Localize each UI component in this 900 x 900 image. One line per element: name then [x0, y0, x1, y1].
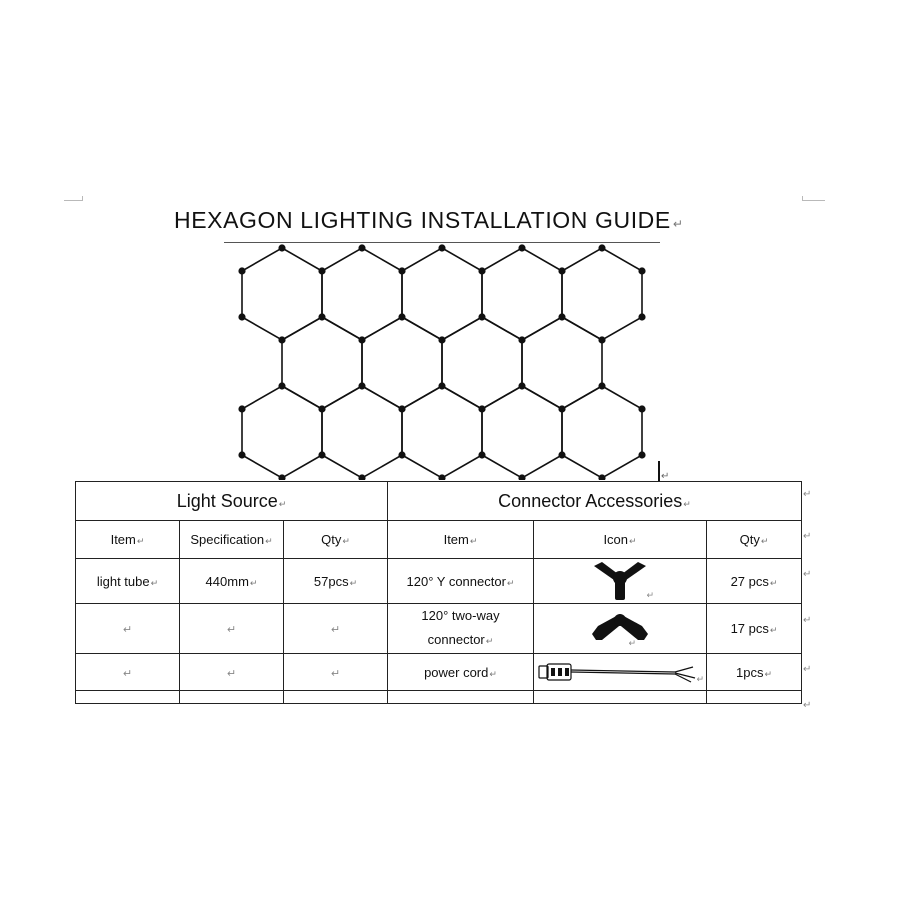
connector-node	[318, 405, 325, 412]
light-qty: 57pcs	[313, 573, 349, 589]
paragraph-mark: ↵	[696, 674, 704, 684]
paragraph-mark: ↵	[769, 625, 778, 635]
table-row	[76, 604, 802, 654]
connector-node	[318, 267, 325, 274]
row-end-mark: ↵	[803, 664, 812, 675]
table-cell[interactable]	[180, 604, 284, 654]
connector-node	[478, 313, 485, 320]
connector-node	[398, 451, 405, 458]
paragraph-mark: ↵	[122, 667, 133, 680]
column-header-item: Item	[443, 532, 469, 547]
connector-node	[238, 313, 245, 320]
connector-node	[438, 336, 445, 343]
table-cell[interactable]	[388, 604, 534, 654]
table-cell[interactable]	[76, 654, 180, 691]
connector-item: 120° two-way connector	[421, 608, 500, 647]
connector-node	[638, 313, 645, 320]
power-cord-icon	[535, 659, 705, 685]
column-header-item: Item	[110, 532, 136, 547]
connector-node	[318, 451, 325, 458]
connector-node	[478, 451, 485, 458]
hexagon-cell	[562, 248, 642, 340]
hexagon-cell	[482, 248, 562, 340]
paragraph-mark: ↵	[150, 577, 159, 588]
paragraph-mark: ↵	[646, 590, 654, 600]
connector-node	[638, 405, 645, 412]
table-cell[interactable]	[534, 559, 707, 604]
table-cell[interactable]	[388, 559, 534, 604]
table-cell[interactable]	[180, 559, 284, 604]
connector-node	[558, 267, 565, 274]
row-end-mark: ↵	[803, 615, 812, 626]
connector-item: power cord	[424, 664, 489, 680]
connector-node	[518, 244, 525, 251]
paragraph-mark: ↵	[760, 536, 769, 546]
connector-node	[398, 267, 405, 274]
row-end-mark: ↵	[803, 489, 812, 500]
table-row	[76, 654, 802, 691]
paragraph-mark: ↵	[122, 624, 133, 636]
hexagon-cell	[242, 386, 322, 478]
paragraph-mark: ↵	[349, 577, 358, 588]
connector-node	[238, 267, 245, 274]
table-cell[interactable]	[180, 654, 284, 691]
row-end-mark: ↵	[803, 531, 812, 542]
paragraph-mark: ↵	[136, 536, 145, 546]
column-header-cell[interactable]	[284, 521, 388, 559]
connector-node	[358, 336, 365, 343]
hexagon-cell	[322, 248, 402, 340]
hexagon-cell	[482, 386, 562, 478]
connector-qty: 1pcs	[735, 664, 764, 680]
paragraph-mark: ↵	[226, 624, 237, 636]
light-item: light tube	[96, 573, 150, 589]
document-title: HEXAGON LIGHTING INSTALLATION GUIDE	[174, 207, 671, 233]
row-end-mark: ↵	[803, 569, 812, 580]
row-end-mark: ↵	[803, 700, 812, 711]
hexagon-cell	[402, 386, 482, 478]
connector-heading-cell[interactable]	[388, 482, 802, 521]
connector-qty: 17 pcs	[730, 621, 769, 636]
connector-node	[638, 451, 645, 458]
light-spec: 440mm	[205, 573, 249, 589]
table-cell[interactable]	[284, 604, 388, 654]
table-cell[interactable]	[534, 691, 707, 704]
connector-node	[558, 451, 565, 458]
parts-table	[75, 481, 802, 704]
paragraph-mark: ↵	[769, 577, 778, 588]
connector-item: 120° Y connector	[406, 573, 506, 589]
table-cell[interactable]	[388, 691, 534, 704]
paragraph-mark: ↵	[265, 536, 273, 546]
paragraph-mark: ↵	[628, 638, 636, 648]
hexagon-cell	[362, 317, 442, 409]
table-cell[interactable]	[76, 559, 180, 604]
hexagon-cell	[242, 248, 322, 340]
paragraph-mark: ↵	[278, 498, 287, 509]
connector-node	[238, 451, 245, 458]
connector-node	[518, 336, 525, 343]
paragraph-mark: ↵	[661, 471, 670, 482]
connector-node	[558, 313, 565, 320]
connector-node	[518, 382, 525, 389]
column-header-cell[interactable]	[388, 521, 534, 559]
light-source-heading-cell[interactable]	[76, 482, 388, 521]
column-header-cell[interactable]	[76, 521, 180, 559]
paragraph-mark: ↵	[342, 536, 350, 546]
connector-node	[478, 405, 485, 412]
connector-node	[598, 382, 605, 389]
column-header-cell[interactable]	[534, 521, 707, 559]
paragraph-mark: ↵	[629, 536, 637, 546]
table-cell[interactable]	[707, 559, 802, 604]
connector-node	[358, 244, 365, 251]
column-header-qty: Qty	[321, 532, 342, 547]
hexagon-cell	[442, 317, 522, 409]
table-cell[interactable]	[707, 604, 802, 654]
connector-node	[398, 313, 405, 320]
column-header-icon: Icon	[603, 532, 629, 547]
table-cell[interactable]	[284, 559, 388, 604]
connector-node	[238, 405, 245, 412]
connector-node	[278, 382, 285, 389]
y-connector-icon	[590, 560, 650, 602]
connector-node	[358, 382, 365, 389]
table-row	[76, 691, 802, 704]
connector-node	[478, 267, 485, 274]
table-cell[interactable]	[180, 691, 284, 704]
paragraph-mark: ↵	[506, 577, 515, 588]
connector-node	[438, 382, 445, 389]
connector-node	[638, 267, 645, 274]
table-cell[interactable]	[284, 691, 388, 704]
table-cell[interactable]	[707, 654, 802, 691]
table-cell[interactable]	[534, 654, 707, 691]
connector-node	[598, 244, 605, 251]
connector-qty: 27 pcs	[730, 573, 769, 589]
text-cursor	[658, 461, 660, 481]
table-cell[interactable]	[707, 691, 802, 704]
paragraph-mark: ↵	[764, 668, 772, 679]
paragraph-mark: ↵	[249, 577, 258, 588]
column-header-specification: Specification	[190, 532, 265, 547]
two-way-connector-icon	[590, 612, 650, 646]
column-header-cell[interactable]	[180, 521, 284, 559]
connector-node	[278, 244, 285, 251]
connector-node	[558, 405, 565, 412]
hexagon-cell	[402, 248, 482, 340]
paragraph-mark: ↵	[485, 636, 494, 646]
connector-node	[598, 336, 605, 343]
table-column-row	[76, 521, 802, 559]
connector-node	[318, 313, 325, 320]
table-cell[interactable]	[534, 604, 707, 654]
table-cell[interactable]	[76, 604, 180, 654]
table-row	[76, 559, 802, 604]
paragraph-mark: ↵	[683, 498, 691, 509]
connector-node	[398, 405, 405, 412]
column-header-cell[interactable]	[707, 521, 802, 559]
paragraph-mark: ↵	[330, 667, 341, 680]
paragraph-mark: ↵	[672, 217, 684, 231]
light-source-heading: Light Source	[176, 490, 278, 511]
hexagon-cell	[522, 317, 602, 409]
paragraph-mark: ↵	[489, 668, 497, 679]
table-cell[interactable]	[388, 654, 534, 691]
column-header-qty: Qty	[739, 532, 760, 547]
paragraph-mark: ↵	[226, 667, 237, 680]
connector-heading: Connector Accessories	[498, 490, 683, 511]
paragraph-mark: ↵	[330, 624, 341, 636]
table-cell[interactable]	[284, 654, 388, 691]
connector-node	[278, 336, 285, 343]
hexagon-cell	[322, 386, 402, 478]
table-header-row	[76, 482, 802, 521]
connector-node	[438, 244, 445, 251]
hexagon-cell	[282, 317, 362, 409]
table-cell[interactable]	[76, 691, 180, 704]
paragraph-mark: ↵	[469, 536, 478, 546]
hexagon-cell	[562, 386, 642, 478]
